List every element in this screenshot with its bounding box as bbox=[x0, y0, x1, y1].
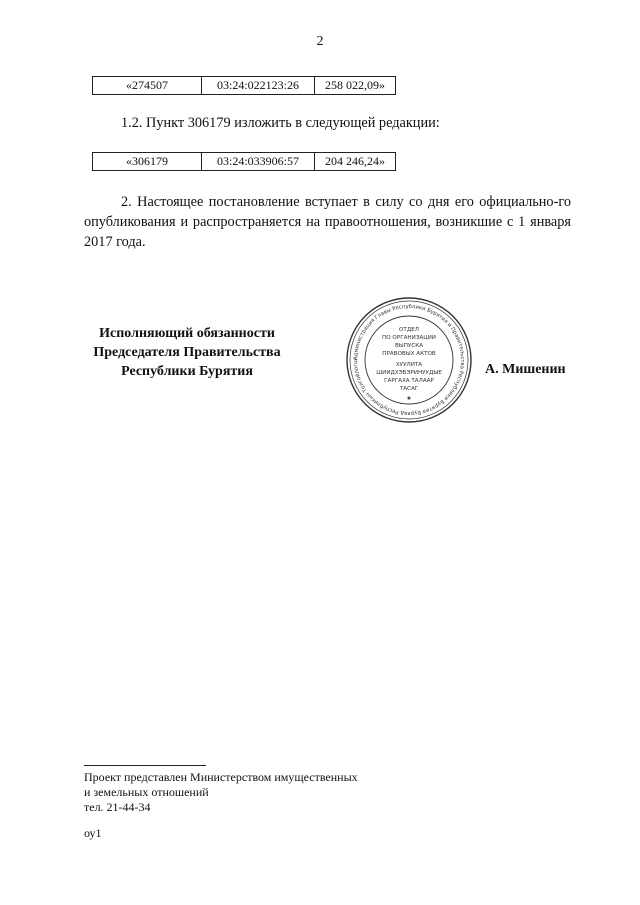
seal-inner-line: ВЫПУСКА bbox=[394, 343, 424, 349]
footnote-line: и земельных отношений bbox=[84, 785, 209, 799]
table-cell-cadastral: 03:24:033906:57 bbox=[202, 153, 315, 171]
signatory-name: А. Мишенин bbox=[485, 362, 566, 377]
table-cell-cadastral: 03:24:022123:26 bbox=[202, 77, 315, 95]
seal-outer-text: Администрация Главы Республики Бурятия и Правительства Республики Бурятия Буряад Республикын Толгойлогш bbox=[352, 303, 466, 417]
item-paragraph: 1.2. Пункт 306179 изложить в следующей редакции: bbox=[121, 115, 440, 131]
seal-inner-line: ТАСАГ bbox=[399, 386, 419, 392]
seal-inner-line: ОТДЕЛ bbox=[399, 327, 419, 333]
table-cell-value: 204 246,24» bbox=[315, 153, 396, 171]
main-paragraph bbox=[84, 192, 571, 252]
table-cell-number: «306179 bbox=[93, 153, 202, 171]
table-row bbox=[93, 153, 396, 171]
seal-inner-line: ПО ОРГАНИЗАЦИИ bbox=[382, 335, 436, 341]
footnote bbox=[84, 770, 358, 815]
table-row bbox=[93, 77, 396, 95]
footnote-divider bbox=[84, 765, 206, 766]
main-paragraph-text: 2. Настоящее постановление вступает в силу со дня его официально-го опубликования и распространяется на правоотношения, возникшие с 1 января 2017 года. bbox=[84, 194, 571, 250]
table-cell-value: 258 022,09» bbox=[315, 77, 396, 95]
signatory-title bbox=[72, 324, 302, 381]
seal-inner-line: ШИИДХЭБЭРИНУУДЫЕ bbox=[376, 370, 442, 376]
page-number: 2 bbox=[316, 34, 324, 49]
seal-inner-line: ПРАВОВЫХ АКТОВ bbox=[382, 351, 436, 357]
table-2 bbox=[92, 152, 396, 171]
official-seal bbox=[345, 296, 473, 424]
seal-star-icon: ★ bbox=[406, 396, 412, 402]
signatory-title-line: Республики Бурятия bbox=[121, 364, 253, 379]
signatory-title-line: Председателя Правительства bbox=[93, 345, 281, 360]
signatory-title-line: Исполняющий обязанности bbox=[99, 326, 275, 341]
document-code: оу1 bbox=[84, 826, 102, 840]
table-1 bbox=[92, 76, 396, 95]
footnote-line: Проект представлен Министерством имущественных bbox=[84, 770, 358, 784]
seal-inner-line: ГАРГАХА ТАЛААР bbox=[384, 378, 434, 384]
table-cell-number: «274507 bbox=[93, 77, 202, 95]
footnote-line: тел. 21-44-34 bbox=[84, 800, 151, 814]
seal-inner-line: ХУУЛИТА bbox=[395, 362, 423, 368]
